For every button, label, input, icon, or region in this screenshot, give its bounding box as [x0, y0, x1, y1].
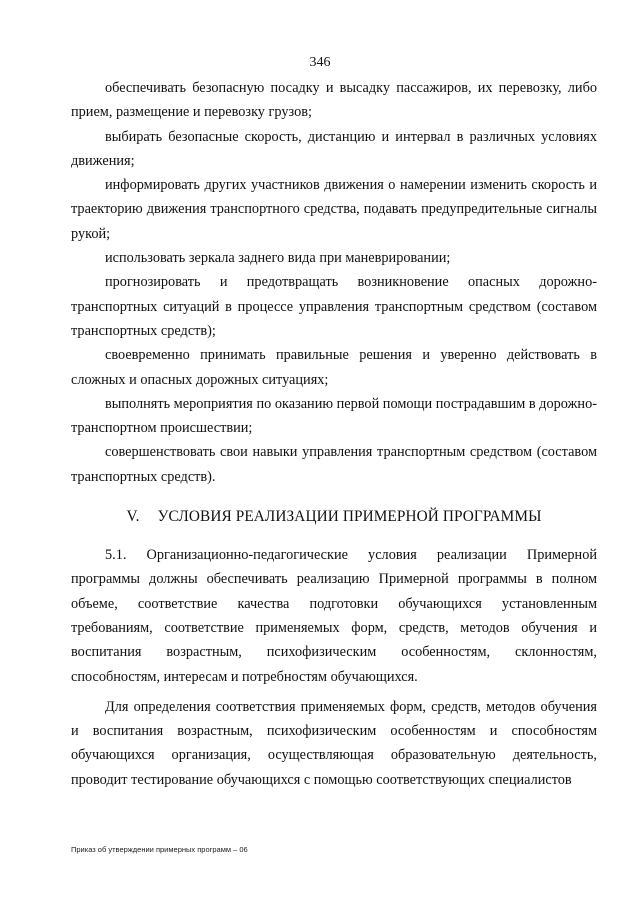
page-number: 346 — [309, 55, 331, 70]
paragraph-testing: Для определения соответствия применяемых форм, средств, методов обучения и воспитания возрастным, психофизическим особенностям и способностям обучающихся организация, осуществляющая образовательную деятельность, проводит тестирование обучающихся с помощью соответствующих специалистов — [71, 698, 597, 788]
page-content — [71, 76, 597, 792]
list-item-4: использовать зеркала заднего вида при маневрировании; — [105, 250, 451, 267]
section-heading — [71, 505, 597, 529]
list-item-7: выполнять мероприятия по оказанию первой помощи пострадавшим в дорожно-транспортном происшествии; — [71, 395, 597, 437]
list-item-2: выбирать безопасные скорость, дистанцию и интервал в различных условиях движения; — [71, 128, 597, 169]
section-title: УСЛОВИЯ РЕАЛИЗАЦИИ ПРИМЕРНОЙ ПРОГРАММЫ — [157, 508, 542, 526]
footer-note: Приказ об утверждении примерных программ – 06 — [71, 845, 248, 854]
list-item-6: своевременно принимать правильные решения и уверенно действовать в сложных и опасных дорожных ситуациях; — [71, 347, 597, 388]
list-item-1: обеспечивать безопасную посадку и высадку пассажиров, их перевозку, либо прием, размещение и перевозку грузов; — [71, 80, 597, 121]
section-number: V. — [126, 508, 140, 526]
list-item-8: совершенствовать свои навыки управления транспортным средством (составом транспортных средств). — [71, 444, 597, 485]
list-item-5: прогнозировать и предотвращать возникновение опасных дорожно-транспортных ситуаций в процессе управления транспортным средством (составом транспортных средств); — [71, 274, 597, 339]
paragraph-5-1: 5.1. Организационно-педагогические условия реализации Примерной программы должны обеспечивать реализацию Примерной программы в полном объеме, соответствие качества подготовки обучающихся установленным требованиям, соответствие применяемых форм, средств, методов обучения и воспитания возрастным, психофизическим особенностям, склонностям, способностям, интересам и потребностям обучающихся. — [71, 547, 597, 685]
list-item-3: информировать других участников движения о намерении изменить скорость и траекторию движения транспортного средства, подавать предупредительные сигналы рукой; — [71, 177, 597, 242]
